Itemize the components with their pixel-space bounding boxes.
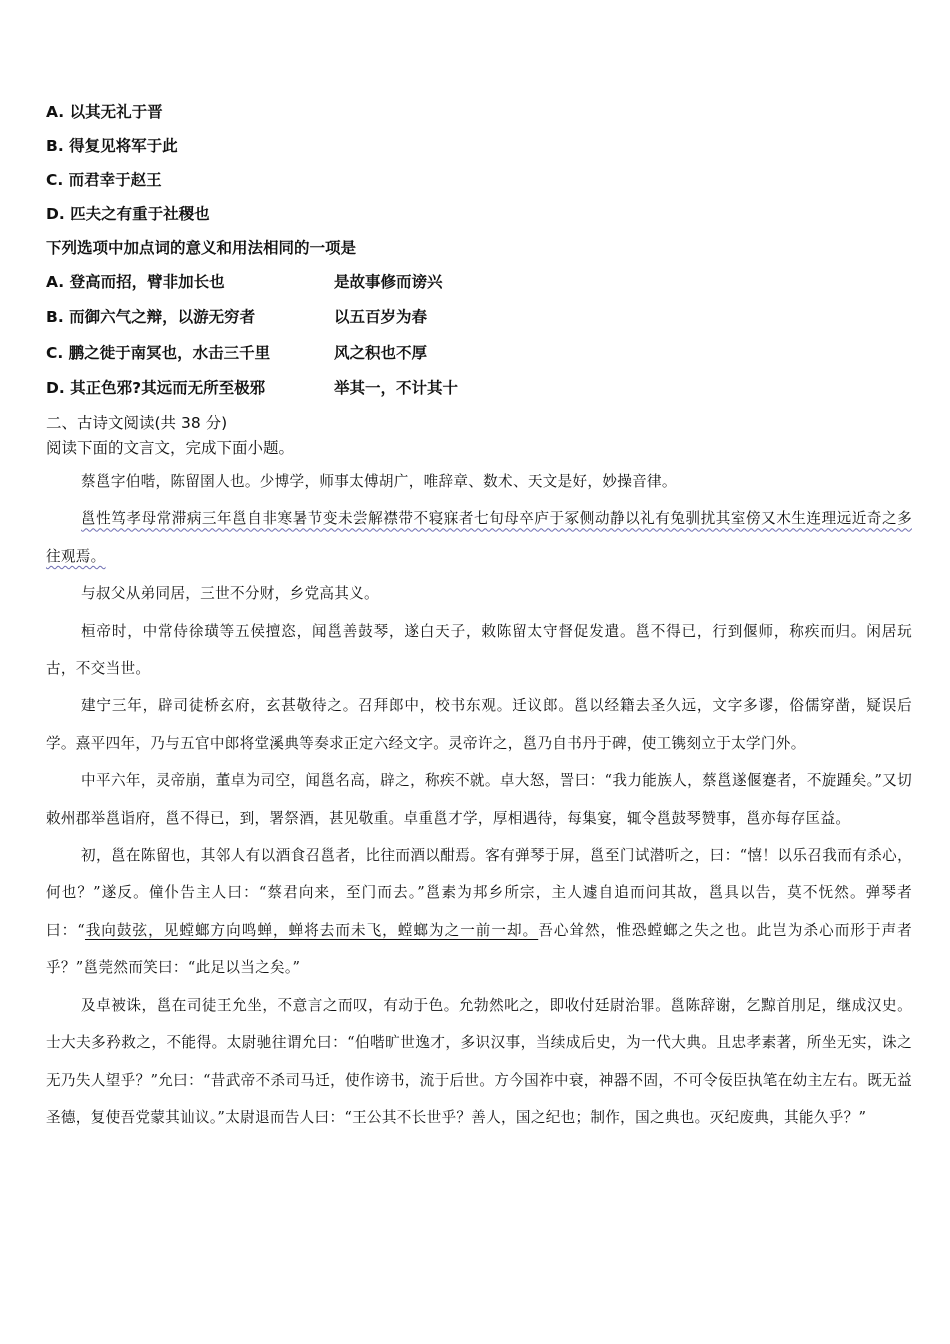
q2-option-d[interactable] — [46, 377, 459, 399]
option-text: 得复见将军于此 — [69, 137, 178, 155]
option-label: D. — [46, 205, 65, 223]
passage-paragraph-5: 建宁三年，辟司徒桥玄府，玄甚敬待之。召拜郎中，校书东观。迁议郎。邕以经籍去圣久远，文字多谬，俗儒穿凿，疑误后学。熹平四年，乃与五官中郎将堂溪典等奏求正定六经文字。灵帝许之，邕乃自书丹于碑，使工镌刻立于太学门外。 — [46, 697, 912, 752]
option-label: B. — [46, 137, 64, 155]
option-text: 而君幸于赵王 — [68, 171, 162, 189]
option-text: 以其无礼于晋 — [69, 103, 163, 121]
passage-paragraph-1: 蔡邕字伯喈，陈留圉人也。少博学，师事太傅胡广，唯辞章、数术、天文是好，妙操音律。 — [81, 473, 677, 490]
option-label: A. — [46, 103, 65, 121]
passage-paragraph-7 — [46, 837, 912, 987]
underlined-sentence: 我向鼓弦，见螳螂方向鸣蝉，蝉将去而未飞，螳螂为之一前一却。 — [84, 921, 539, 939]
passage — [46, 463, 912, 1136]
option-right-text: 举其一，不计其十 — [334, 379, 459, 397]
section-title: 二、古诗文阅读(共 38 分) — [46, 414, 228, 432]
option-d[interactable] — [46, 203, 210, 225]
paragraph-7-part-a: 初，邕在陈留也，其邻人有以酒食召邕者，比往而酒以酣焉。客有弹琴于屏，邕至门试潜听之，曰：“憘！以乐召我而有杀心，何也？”遂反。僮仆告主人曰：“蔡君向来，至门而去。”邕素为邦乡所宗，主人遽自追而问其故，邕具以告，莫不怃然。弹琴者曰：“ — [46, 847, 912, 939]
passage-paragraph-2 — [46, 500, 912, 575]
option-label: B. — [46, 308, 64, 326]
question-stem-text: 下列选项中加点词的意义和用法相同的一项是 — [46, 239, 357, 257]
option-c[interactable] — [46, 169, 162, 191]
wavy-underlined-sentence: 邕性笃孝母常滞病三年邕自非寒暑节变未尝解襟带不寝寐者七旬母卒庐于冢侧动静以礼有兔驯扰其室傍又木生连理远近奇之多往观焉。 — [46, 510, 912, 565]
option-left-text: 鹏之徙于南冥也，水击三千里 — [68, 344, 271, 362]
q2-option-b[interactable] — [46, 306, 428, 328]
passage-paragraph-6: 中平六年，灵帝崩，董卓为司空，闻邕名高，辟之，称疾不就。卓大怒，詈曰：“我力能族人，蔡邕遂偃蹇者，不旋踵矣。”又切敕州郡举邕诣府，邕不得已，到，署祭酒，甚见敬重。卓重邕才学，厚相遇待，每集宴，辄令邕鼓琴赞事，邕亦每存匡益。 — [46, 772, 912, 827]
option-text: 匹夫之有重于社稷也 — [70, 205, 210, 223]
option-left-text: 而御六气之辩，以游无穷者 — [69, 308, 256, 326]
option-right-text: 是故事修而谤兴 — [334, 273, 443, 291]
option-left-text: 其正色邪?其远而无所至极邪 — [70, 379, 266, 397]
q2-option-c[interactable] — [46, 342, 428, 364]
option-label: D. — [46, 379, 65, 397]
option-left-text: 登高而招，臂非加长也 — [69, 273, 225, 291]
passage-paragraph-4: 桓帝时，中常侍徐璜等五侯擅恣，闻邕善鼓琴，遂白天子，敕陈留太守督促发遣。邕不得已，行到偃师，称疾而归。闲居玩古，不交当世。 — [46, 622, 912, 678]
option-b[interactable] — [46, 135, 178, 157]
option-label: C. — [46, 344, 64, 362]
paragraph-7-part-b: 吾心耸然，惟恐螳螂之失之也。此岂为杀心而形于声者乎？”邕莞然而笑曰：“此足以当之矣。” — [46, 921, 913, 977]
question-stem — [46, 237, 356, 259]
option-label: A. — [46, 273, 65, 291]
option-a[interactable] — [46, 101, 163, 123]
passage-paragraph-3: 与叔父从弟同居，三世不分财，乡党高其义。 — [81, 585, 379, 603]
section-instruction: 阅读下面的文言文，完成下面小题。 — [46, 439, 295, 457]
q2-option-a[interactable] — [46, 271, 443, 293]
option-right-text: 以五百岁为春 — [334, 308, 428, 326]
option-label: C. — [46, 171, 64, 189]
passage-paragraph-8: 及卓被诛，邕在司徒王允坐，不意言之而叹，有动于色。允勃然叱之，即收付廷尉治罪。邕陈辞谢，乞黥首刖足，继成汉史。士大夫多矜救之，不能得。太尉驰往谓允曰：“伯喈旷世逸才，多识汉事，当续成后史，为一代大典。且忠孝素著，所坐无实，诛之无乃失人望乎？”允曰：“昔武帝不杀司马迁，使作谤书，流于后世。方今国祚中衰，神器不固，不可令佞臣执笔在幼主左右。既无益圣德，复使吾党蒙其讪议。”太尉退而告人曰：“王公其不长世乎？善人，国之纪也；制作，国之典也。灭纪废典，其能久乎？” — [46, 996, 912, 1126]
option-right-text: 风之积也不厚 — [334, 344, 428, 362]
